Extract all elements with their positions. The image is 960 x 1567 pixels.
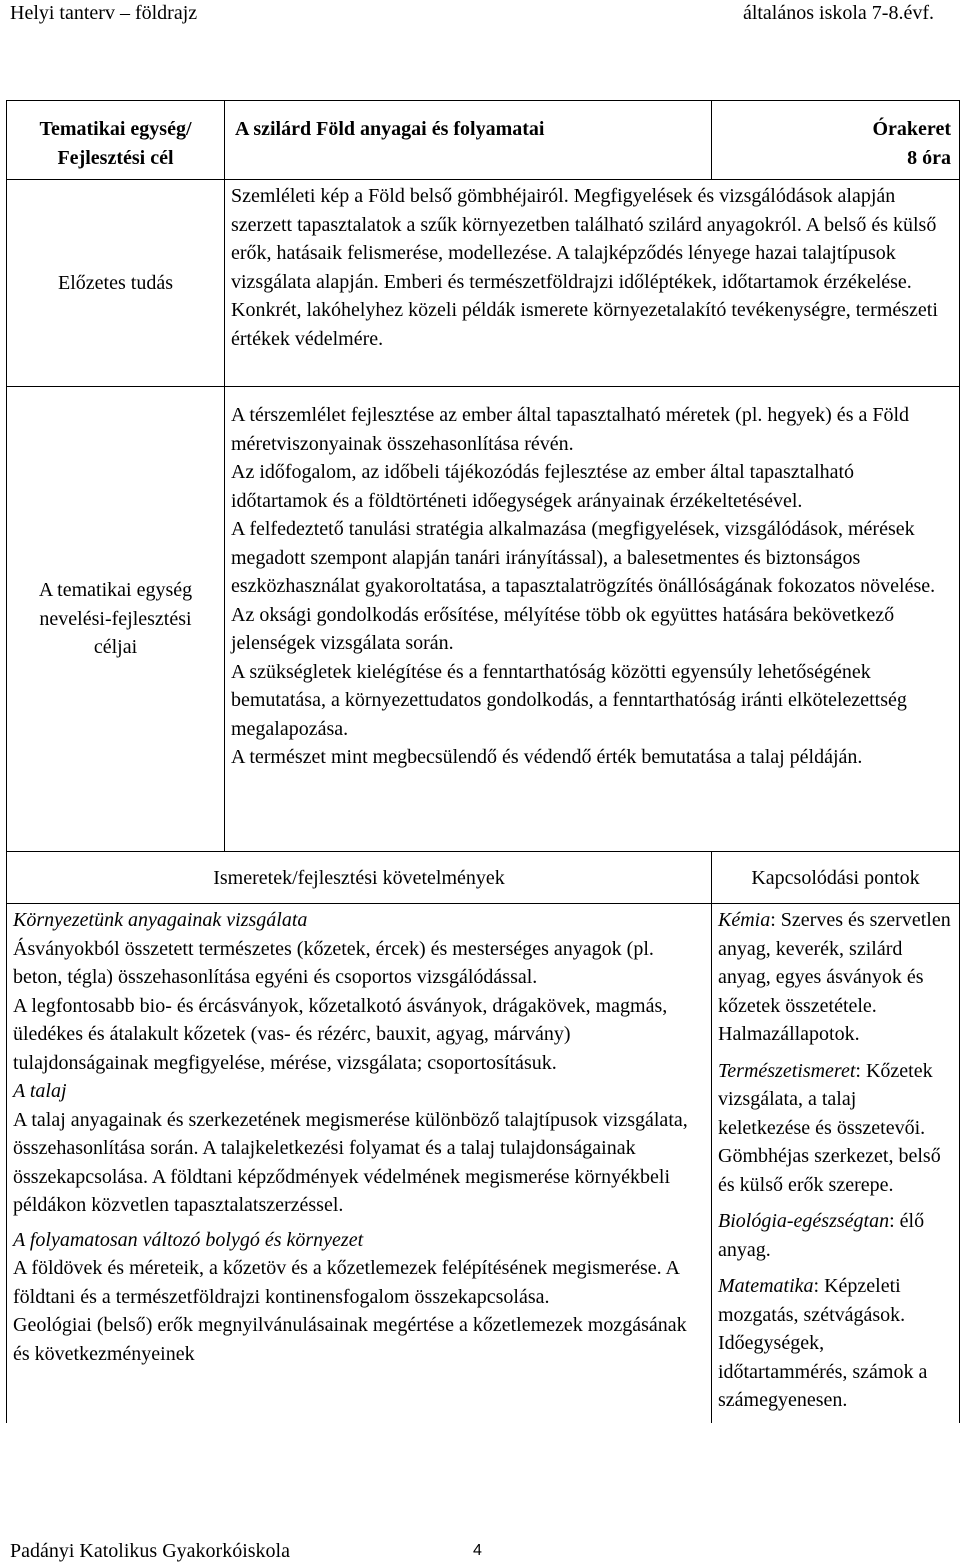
connection-item [718, 1272, 951, 1415]
prior-knowledge-cell [225, 180, 960, 387]
label-line: A tematikai egység [38, 579, 193, 602]
hours-label: Órakeret [872, 118, 951, 140]
goal-paragraph: A természet mint megbecsülendő és védendő érték bemutatása a talaj példáján. [231, 746, 863, 768]
footer-school: Padányi Katolikus Gyakorkóiskola [10, 1540, 290, 1562]
section-title: A folyamatosan változó bolygó és környezet [13, 1228, 364, 1251]
curriculum-table [6, 100, 960, 1423]
row-prior-knowledge [7, 180, 960, 387]
section-title: Környezetünk anyagainak vizsgálata [13, 909, 308, 931]
connection-subject: Biológia-egészségtan [718, 1210, 890, 1232]
section-paragraph: Ásványokból összetett természetes (kőzetek, ércek) és mesterséges anyagok (pl. beton, tégla) összehasonlítása egyéni és csoportos vizsgálódással. [13, 937, 654, 988]
hours-value: 8 óra [907, 146, 951, 169]
label-prior-knowledge [7, 180, 225, 387]
goal-paragraph: A szükségletek kielégítése és a fenntarthatóság közötti egyensúly lehetőségének bemutatása, a környezettudatos gondolkodás, a fenntarthatóság iránti elkötelezettség megalapozása. [231, 660, 907, 740]
row-goals [7, 387, 960, 852]
requirements-cell [7, 904, 712, 1423]
connection-text: : Képzeleti mozgatás, szétvágások. Időegységek, időtartammérés, számok a számegyenesen. [718, 1275, 928, 1411]
section-paragraph: A földövek és méreteik, a kőzetöv és a kőzetlemezek felépítésének megismerése. A földtani és a természetföldrajzi kontinensfogalom összekapcsolása. [13, 1257, 679, 1308]
connection-text: : élő anyag. [718, 1210, 925, 1261]
section-title: A talaj [13, 1080, 67, 1102]
row-thematic-unit [7, 101, 960, 180]
requirements-text [7, 904, 711, 1368]
row-section-headers [7, 852, 960, 904]
connection-item [718, 1207, 951, 1264]
connection-text: : Szerves és szervetlen anyag, keverék, szilárd anyag, egyes ásványok és kőzetek összetétele. Halmazállapotok. [718, 909, 951, 1045]
goal-paragraph: A felfedeztető tanulási stratégia alkalmazása (megfigyelések, vizsgálódások, mérések megadott szempont alapján tanári irányítással), a balesetmentes és biztonságos eszközhasználat gyakoroltatása, a tapasztalatrögzítés önállóságának fokozatos növelése. [231, 518, 936, 597]
connection-subject: Kémia [718, 909, 771, 931]
label-line: Fejlesztési cél [57, 146, 174, 169]
section-paragraph: A legfontosabb bio- és ércásványok, kőzetalkotó ásványok, drágakövek, magmás, üledékes és átalakult kőzetek (vas- és rézérc, bauxit, agyag, márvány) tulajdonságainak megfigyelése, mérése, vizsgálata; csoportosításuk. [13, 994, 668, 1074]
section-paragraph: A talaj anyagainak és szerkezetének megismerése különböző talajtípusok vizsgálata, összehasonlítása során. A talajkeletkezési folyamat és a talaj tulajdonságainak összekapcsolása. A földtani képződmények védelmének megismerése környékbeli példákon közvetlen tapasztalatszerzéssel. [13, 1108, 688, 1216]
label-line: nevelési-fejlesztési [39, 607, 192, 630]
unit-title: A szilárd Föld anyagai és folyamatai [225, 101, 712, 180]
connection-subject: Matematika [718, 1275, 814, 1297]
label-line: Tematikai egység/ [39, 118, 192, 140]
page-header-left: Helyi tanterv – földrajz [10, 2, 198, 24]
connection-subject: Természetismeret [718, 1059, 856, 1082]
label-line: Előzetes tudás [58, 271, 173, 294]
label-goals [7, 387, 225, 852]
requirements-header: Ismeretek/fejlesztési követelmények [7, 852, 712, 904]
row-content [7, 904, 960, 1423]
goals-text [225, 387, 959, 772]
connection-text: : Kőzetek vizsgálata, a talaj keletkezése és összetevői. Gömbhéjas szerkezet, belső és külső erők szerepe. [718, 1059, 941, 1196]
page-number: 4 [473, 1542, 482, 1559]
goal-paragraph: Az időfogalom, az időbeli tájékozódás fejlesztése az ember által tapasztalható időtartamok és a földtörténeti időegységek arányainak érzékeltetésével. [231, 461, 855, 512]
prior-knowledge-text: Szemléleti kép a Föld belső gömbhéjairól. Megfigyelések és vizsgálódások alapján szerzett tapasztalatok a szűk környezetben található szilárd anyagokról. A belső és külső erők, hatásaik felismerése, modellezése. A talajképződés lényege hazai talajtípusok vizsgálata alapján. Emberi és természetföldrajzi időléptékek, időtartamok érzékelése. Konkrét, lakóhelyhez közeli példák ismerete környezetalakító tevékenységre, természeti értékek védelmére. [231, 185, 938, 350]
connections-header: Kapcsolódási pontok [712, 852, 960, 904]
page-header-right: általános iskola 7-8.évf. [742, 2, 934, 24]
goals-cell [225, 387, 960, 852]
section-paragraph: Geológiai (belső) erők megnyilvánulásainak megértése a kőzetlemezek mozgásának és következményeinek [13, 1314, 687, 1365]
connections-list [712, 904, 959, 1415]
goal-paragraph: A térszemlélet fejlesztése az ember által tapasztalható méretek (pl. hegyek) és a Föld méretviszonyainak összehasonlítása révén. [231, 404, 910, 455]
label-thematic-unit [7, 101, 225, 180]
connection-item [718, 906, 951, 1049]
hours-cell [712, 101, 960, 180]
connection-item [718, 1057, 951, 1200]
goal-paragraph: Az oksági gondolkodás erősítése, mélyítése több ok együttes hatására bekövetkező jelenségek vizsgálata során. [231, 603, 895, 654]
connections-cell [712, 904, 960, 1423]
label-line: céljai [93, 636, 138, 659]
